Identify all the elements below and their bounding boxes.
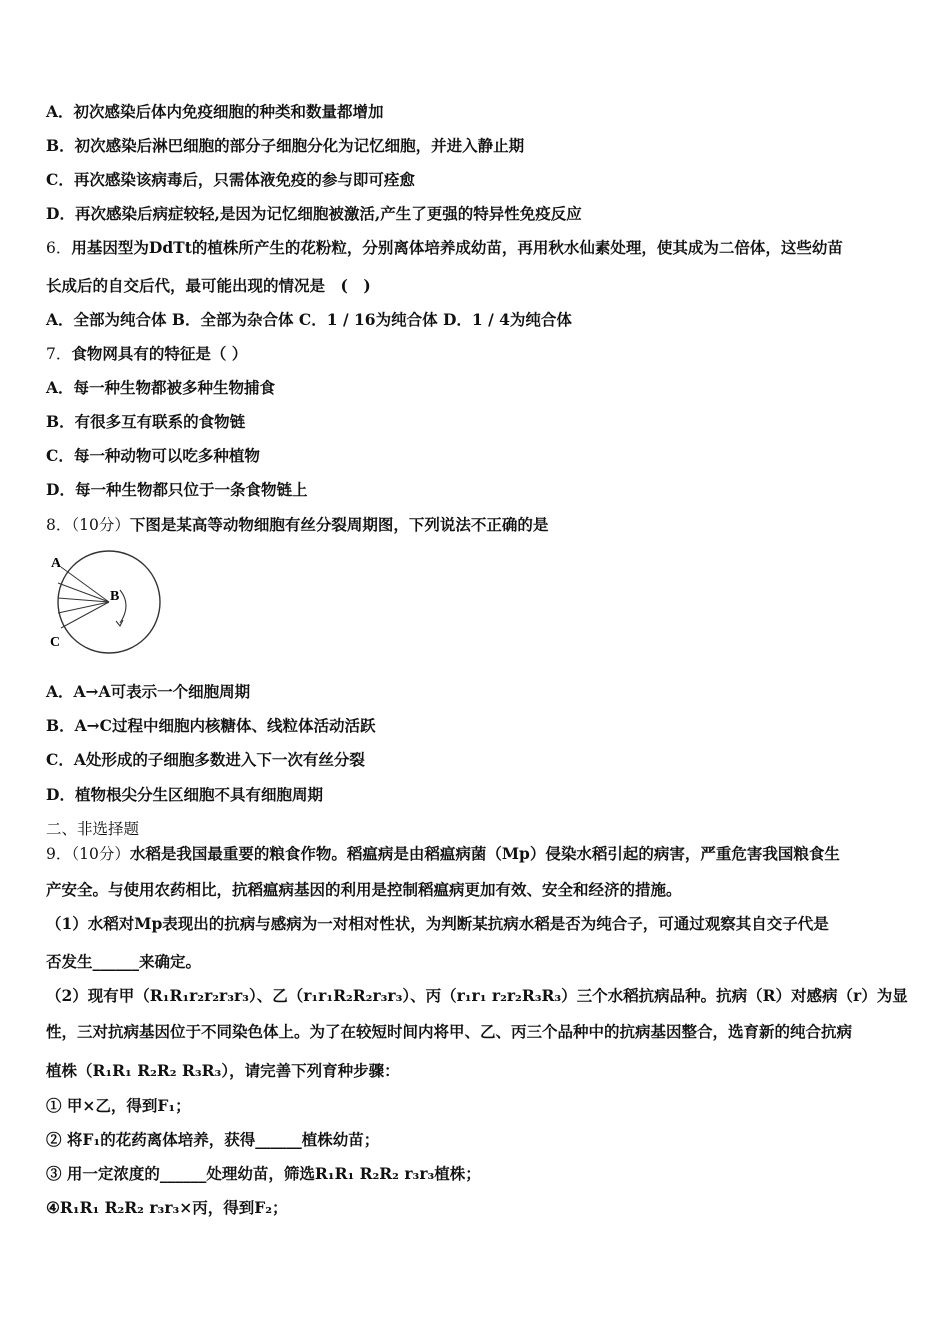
q8-option-d: D．植物根尖分生区细胞不具有细胞周期 — [46, 785, 323, 804]
q8-number: 8． — [46, 516, 72, 534]
q7-stem-text: 食物网具有的特征是（ ） — [71, 344, 248, 363]
q8-option-c: C．A处形成的子细胞多数进入下一次有丝分裂 — [46, 750, 365, 769]
sector-line-1 — [61, 567, 109, 602]
q5-option-a: A．初次感染后体内免疫细胞的种类和数量都增加 — [46, 102, 384, 121]
q8-option-b: B．A→C过程中细胞内核糖体、线粒体活动活跃 — [46, 716, 376, 735]
q8-stem-text: 下图是某高等动物细胞有丝分裂周期图，下列说法不正确的是 — [129, 515, 549, 534]
sector-line-4 — [58, 602, 109, 613]
q8-stem — [46, 515, 548, 535]
q6-number: 6． — [46, 239, 72, 257]
sector-line-5 — [61, 602, 109, 628]
direction-arrowhead — [116, 620, 123, 626]
q6-stem-text: 用基因型为DdTt的植株所产生的花粉粒，分别离体培养成幼苗，再用秋水仙素处理，使其成为二倍体，这些幼苗 — [71, 238, 843, 257]
q9-step2: ② 将F₁的花药离体培养，获得______植株幼苗； — [46, 1130, 380, 1149]
q7-option-a: A．每一种生物都被多种生物捕食 — [46, 378, 276, 397]
q9-part2-line1: （2）现有甲（R₁R₁r₂r₂r₃r₃）、乙（r₁r₁R₂R₂r₃r₃）、丙（r₁r₁ r₂r₂R₃R₃）三个水稻抗病品种。抗病（R）对感病（r）为显 — [46, 986, 908, 1005]
section-heading: 二、非选择题 — [46, 820, 140, 838]
q8-option-a: A．A→A可表示一个细胞周期 — [46, 682, 251, 701]
q6-stem-line1 — [46, 238, 843, 258]
sector-line-2 — [58, 583, 109, 602]
q9-stem-text: 水稻是我国最重要的粮食作物。稻瘟病是由稻瘟病菌（Mp）侵染水稻引起的病害，严重危害我国粮食生 — [129, 844, 840, 863]
q9-stem-line1 — [46, 844, 840, 864]
sector-line-3 — [58, 598, 109, 602]
q5-option-d: D．再次感染后病症较轻,是因为记忆细胞被激活,产生了更强的特异性免疫反应 — [46, 204, 582, 223]
q9-part2-line3: 植株（R₁R₁ R₂R₂ R₃R₃），请完善下列育种步骤： — [46, 1061, 400, 1080]
q9-step3: ③ 用一定浓度的______处理幼苗，筛选R₁R₁ R₂R₂ r₃r₃植株； — [46, 1164, 481, 1183]
cell-cycle-diagram — [46, 550, 166, 654]
q6-options: A．全部为纯合体 B．全部为杂合体 C．1 / 16为纯合体 D．1 / 4为纯合体 — [46, 310, 572, 329]
direction-arrow — [120, 590, 126, 623]
q9-step1: ① 甲×乙，得到F₁； — [46, 1096, 191, 1115]
q9-stem-line2: 产安全。与使用农药相比，抗稻瘟病基因的利用是控制稻瘟病更加有效、安全和经济的措施。 — [46, 880, 682, 899]
q7-number: 7． — [46, 345, 72, 363]
q9-part1-line1: （1）水稻对Mp表现出的抗病与感病为一对相对性状，为判断某抗病水稻是否为纯合子，可通过观察其自交子代是 — [46, 914, 829, 933]
q5-option-c: C．再次感染该病毒后，只需体液免疫的参与即可痊愈 — [46, 170, 415, 189]
label-c: C — [50, 635, 61, 650]
label-b: B — [110, 589, 120, 604]
q9-score: （10分） — [71, 845, 130, 863]
q6-stem-line2: 长成后的自交后代，最可能出现的情况是 ( ) — [46, 276, 371, 295]
q5-option-b: B．初次感染后淋巴细胞的部分子细胞分化为记忆细胞，并进入静止期 — [46, 136, 525, 155]
q9-part2-line2: 性，三对抗病基因位于不同染色体上。为了在较短时间内将甲、乙、丙三个品种中的抗病基因整合，选育新的纯合抗病 — [46, 1022, 853, 1041]
q9-part1-line2: 否发生______来确定。 — [46, 952, 202, 971]
q7-option-b: B．有很多互有联系的食物链 — [46, 412, 246, 431]
q9-step4: ④R₁R₁ R₂R₂ r₃r₃×丙，得到F₂； — [46, 1198, 288, 1217]
label-a: A — [51, 556, 62, 571]
q7-option-d: D．每一种生物都只位于一条食物链上 — [46, 480, 308, 499]
q8-score: （10分） — [71, 516, 130, 534]
q7-option-c: C．每一种动物可以吃多种植物 — [46, 446, 260, 465]
q7-stem — [46, 344, 247, 364]
q9-number: 9． — [46, 845, 72, 863]
